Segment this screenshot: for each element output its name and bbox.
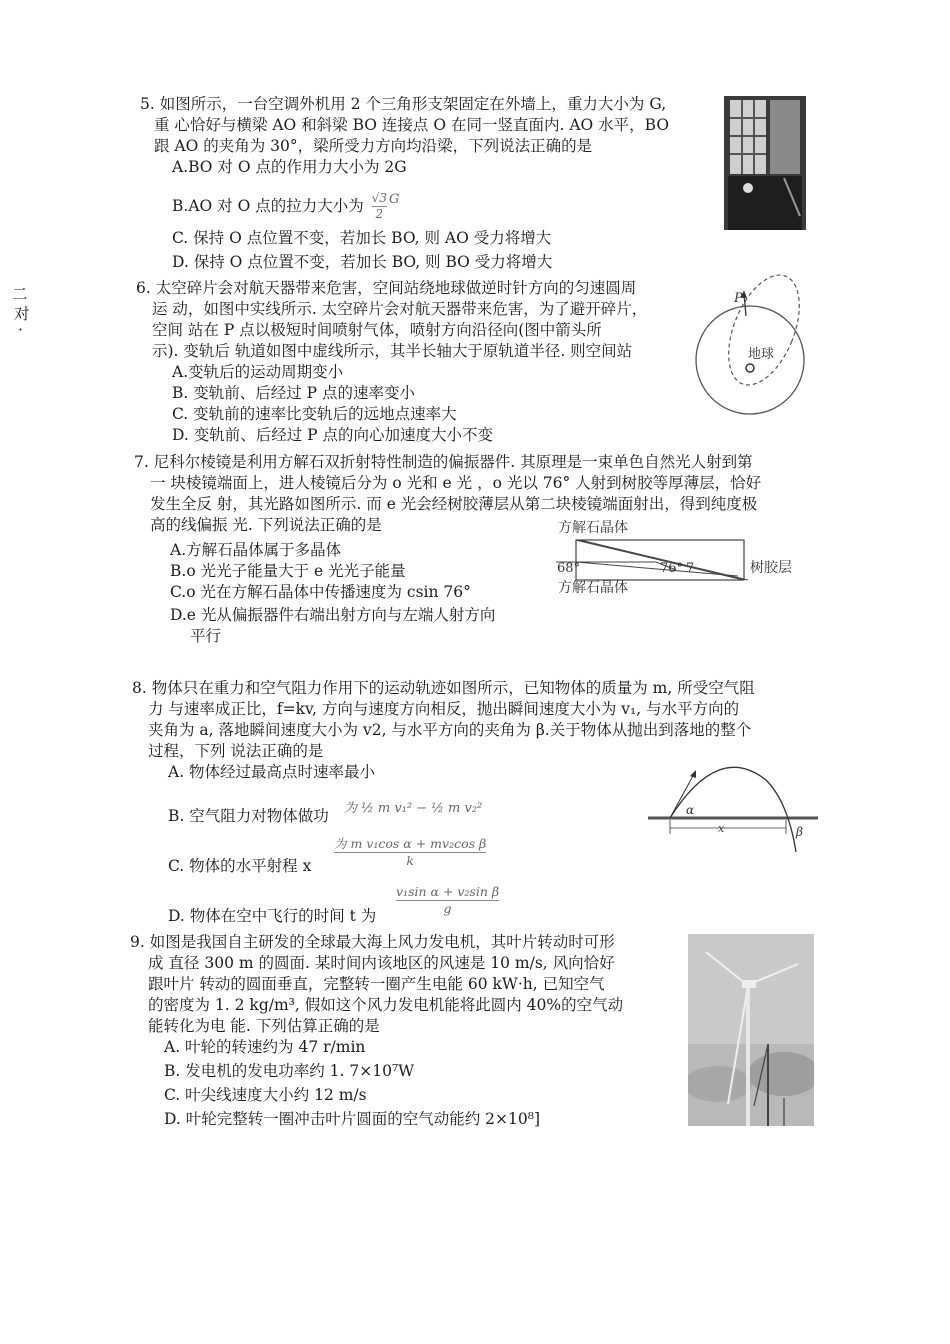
q9-option-d: D. 叶轮完整转一圈冲击叶片圆面的空气动能约 2×10⁸]	[164, 1110, 540, 1128]
q8-label-alpha: α	[686, 803, 695, 817]
q9-line-1: 9. 如图是我国自主研发的全球最大海上风力发电机，其叶片转动时可形	[130, 933, 615, 951]
q7-option-a: A.方解石晶体属于多晶体	[170, 541, 342, 559]
q6-line-3: 空间 站在 P 点以极短时间喷射气体，喷射方向沿径向(图中箭头所	[152, 321, 602, 339]
q8-trajectory-figure	[648, 762, 818, 862]
q9-option-b: B. 发电机的发电功率约 1. 7×10⁷W	[164, 1062, 415, 1080]
q9-option-c: C. 叶尖线速度大小约 12 m/s	[164, 1086, 367, 1104]
q5-ac-unit-photo	[724, 96, 806, 230]
q8-c-numerator: 为 m v₁cos α + mv₂cos β	[334, 836, 487, 851]
q5-line-2: 重 心恰好与横梁 AO 和斜梁 BO 连接点 O 在同一竖直面内. AO 水平，BO	[154, 116, 670, 134]
q7-label-76: 76°	[660, 561, 684, 576]
q8-option-d: D. 物体在空中飞行的时间 t 为	[168, 907, 377, 925]
q6-line-4: 示). 变轨后 轨道如图中虚线所示，其半长轴大于原轨道半径. 则空间站	[152, 342, 633, 360]
q6-label-earth: 地球	[748, 347, 775, 362]
q8-line-2: 力 与速率成正比，f=kv, 方向与速度方向相反，抛出瞬间速度大小为 v₁, 与水平方向的	[148, 700, 740, 718]
question-6	[136, 278, 647, 446]
q7-options	[170, 540, 495, 647]
q6-label-p: P	[734, 291, 743, 306]
q6-option-b: B. 变轨前、后经过 P 点的速率变小	[172, 384, 416, 402]
q8-label-beta: β	[796, 825, 803, 839]
q7-label-layer: 树胶层	[750, 560, 792, 576]
q9-wind-turbine-photo	[688, 934, 814, 1126]
q5-option-b-text: B.AO 对 O 点的拉力大小为	[172, 196, 364, 215]
margin-mark-3: ·	[18, 321, 23, 339]
q6-option-d: D. 变轨前、后经过 P 点的向心加速度大小不变	[172, 426, 494, 444]
q6-earth-dot	[746, 364, 754, 372]
q9-line-3: 跟叶片 转动的圆面垂直，完整转一圈产生电能 60 kW·h, 已知空气	[148, 975, 605, 993]
q9-line-4: 的密度为 1. 2 kg/m³, 假如这个风力发电机能将此圆内 40%的空气动	[148, 996, 624, 1014]
q8-line-1: 8. 物体只在重力和空气阻力作用下的运动轨迹如图所示，已知物体的质量为 m, 所受空气阻	[132, 679, 755, 697]
q7-line-4: 高的线偏振 光. 下列说法正确的是	[150, 516, 382, 534]
q8-option-b-text: B. 空气阻力对物体做功	[168, 807, 329, 825]
q8-d-numerator: v₁sin α + v₂sin β	[396, 884, 500, 899]
q7-option-d: D.e 光从偏振器件右端出射方向与左端人射方向	[170, 606, 496, 624]
q7-line-2: 一 块棱镜端面上，进人棱镜后分为 o 光和 e 光 ，o 光以 76° 人射到树胶等厚薄层，恰好	[150, 474, 762, 492]
q5-option-c: C. 保持 O 点位置不变，若加长 BO, 则 AO 受力将增大	[172, 229, 552, 247]
q5-line-3: 跟 AO 的夹角为 30°，梁所受力方向均沿梁，下列说法正确的是	[154, 137, 593, 155]
q8-label-x: x	[718, 822, 725, 835]
q8-option-d-fraction	[396, 884, 499, 917]
q8-option-a: A. 物体经过最高点时速率最小	[168, 763, 376, 781]
q9-photo-image	[688, 934, 814, 1126]
q6-option-a: A.变轨后的运动周期变小	[172, 363, 344, 381]
q7-label-mark: 7	[686, 561, 695, 576]
q6-orbit-figure	[694, 274, 814, 424]
q7-line-1: 7. 尼科尔棱镜是利用方解石双折射特性制造的偏振器件. 其原理是一束单色自然光人射到第	[134, 453, 753, 471]
q5-option-a: A.BO 对 O 点的作用力大小为 2G	[172, 158, 407, 176]
q8-line-3: 夹角为 a, 落地瞬间速度大小为 v2, 与水平方向的夹角为 β.关于物体从抛出到落地的整个	[148, 721, 752, 739]
q7-line-3: 发生全反 射，其光路如图所示. 而 e 光会经树胶薄层从第二块棱镜端面射出，得到纯度极	[150, 495, 758, 513]
q7-option-d-cont: 平行	[190, 627, 222, 645]
q6-line-1: 6. 太空碎片会对航天器带来危害，空间站绕地球做逆时针方向的匀速圆周	[136, 279, 637, 297]
q5-option-b	[172, 186, 399, 226]
margin-mark-1: 二	[12, 285, 28, 303]
q5-fraction-den: 2	[375, 206, 384, 221]
q5-option-b-g: G	[389, 191, 400, 207]
q7-prism-figure	[556, 518, 806, 598]
q7-label-top: 方解石晶体	[558, 520, 628, 536]
q7-label-68: 68°	[557, 561, 581, 576]
q8-c-denominator: k	[406, 853, 414, 868]
margin-mark-2: 对	[14, 305, 30, 323]
q5-option-b-fraction	[372, 192, 387, 221]
q8-d-denominator: g	[443, 901, 452, 916]
q7-option-c: C.o 光在方解石晶体中传播速度为 csin 76°	[170, 583, 471, 601]
q8-option-c-fraction	[334, 836, 486, 869]
q5-line-1: 5. 如图所示，一台空调外机用 2 个三角形支架固定在外墙上，重力大小为 G,	[140, 95, 667, 113]
q8-option-b-expr: 为 ½ m v₁² − ½ m v₂²	[344, 801, 483, 816]
question-5	[140, 94, 669, 178]
q6-line-2: 运 动，如图中实线所示. 太空碎片会对航天器带来危害，为了避开碎片，	[152, 300, 648, 318]
q7-label-bottom: 方解石晶体	[558, 580, 628, 596]
q5-photo-image	[724, 96, 806, 230]
question-9	[130, 932, 623, 1130]
q8-line-4: 过程，下列 说法正确的是	[148, 742, 324, 760]
q9-line-5: 能转化为电 能. 下列估算正确的是	[148, 1017, 380, 1035]
q8-option-c: C. 物体的水平射程 x	[168, 857, 312, 875]
q9-option-a: A. 叶轮的转速约为 47 r/min	[164, 1038, 366, 1056]
q8-option-b	[168, 806, 329, 827]
q7-option-b: B.o 光光子能量大于 e 光光子能量	[170, 562, 406, 580]
q6-option-c: C. 变轨前的速率比变轨后的远地点速率大	[172, 405, 457, 423]
q6-new-orbit	[714, 274, 813, 395]
q9-line-2: 成 直径 300 m 的圆面. 某时间内该地区的风速是 10 m/s, 风向恰好	[148, 954, 615, 972]
q5-option-d: D. 保持 O 点位置不变，若加长 BO, 则 BO 受力将增大	[172, 253, 553, 271]
q5-fraction-num: √3	[371, 190, 387, 205]
